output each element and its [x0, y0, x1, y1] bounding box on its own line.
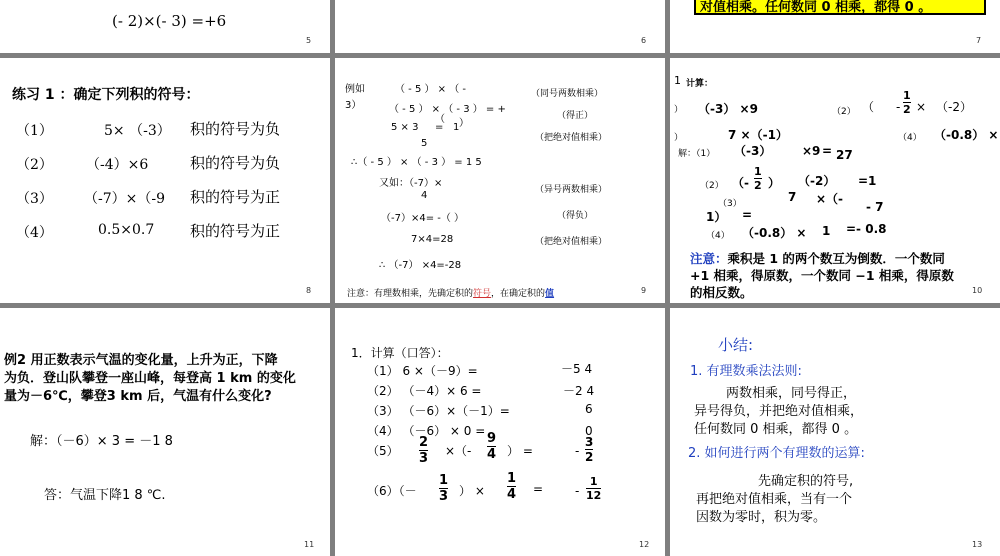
- note-line: 乘积是 1 的两个数互为倒数．一个数同: [727, 251, 945, 266]
- note-line: +1 相乘，得原数，一个数同 −1 相乘，得原数: [690, 268, 954, 283]
- fraction: [487, 432, 496, 461]
- question-index: （5）: [367, 444, 399, 458]
- summary-line: 再把绝对值相乘，当有一个: [696, 492, 853, 507]
- problem-title: 计算：: [686, 79, 714, 89]
- solution-expr: =: [742, 208, 753, 222]
- fraction: [586, 476, 601, 501]
- example-note: （把绝对值相乘）: [535, 237, 608, 247]
- solution-expr: =- 0.8: [846, 222, 887, 236]
- slide-number: 12: [639, 540, 650, 549]
- question-operator: ×（-: [445, 444, 472, 458]
- solution-expr: =1: [858, 174, 877, 188]
- summary-heading: 1. 有理数乘法法则:: [690, 364, 802, 379]
- solution-expr: 1: [822, 224, 831, 238]
- note-label: 注意：: [690, 251, 728, 266]
- denominator: 3: [439, 489, 449, 504]
- solution-index: （4）: [706, 231, 730, 241]
- solution-expr: ×（-: [816, 192, 844, 206]
- solution-index: （3）: [718, 199, 742, 209]
- summary-line: 先确定积的符号,: [758, 474, 854, 489]
- question: （1） 6 ×（－9）=: [367, 364, 478, 378]
- example-note: （同号两数相乘）: [531, 89, 604, 99]
- example-problem: [4, 352, 296, 406]
- example-note: （把绝对值相乘）: [535, 133, 608, 143]
- fraction: [754, 166, 762, 191]
- problem-index: （4）: [898, 133, 922, 143]
- example-line: 3）: [345, 100, 362, 111]
- summary-line: 任何数同 0 相乘，都得 0 。: [694, 422, 858, 437]
- question-index: （6）（－: [367, 484, 417, 498]
- example-line: ∴ （-7） ×4=-28: [379, 260, 462, 271]
- row-expression: 5× （-3）: [104, 123, 171, 139]
- note-highlight-value: 值: [545, 289, 555, 299]
- slide-number: 9: [641, 286, 647, 295]
- example-label: 例如: [345, 84, 365, 95]
- example-line: （-7）×4= -（ ）: [381, 213, 465, 224]
- example-note: （异号两数相乘）: [535, 185, 608, 195]
- numerator: 1: [439, 473, 449, 488]
- row-result: 积的符号为负: [190, 154, 281, 172]
- rule-highlight-box: [694, 0, 986, 15]
- solution-expr: =: [822, 144, 833, 158]
- slide-10: [670, 58, 1000, 303]
- slide-number: 8: [306, 286, 312, 295]
- example-line: 4: [421, 190, 428, 201]
- denominator: 12: [586, 489, 602, 502]
- problem-expr: （: [862, 100, 875, 114]
- numerator: 2: [419, 435, 429, 450]
- question: （2） （－4）× 6 =: [367, 384, 482, 398]
- denominator: 3: [419, 451, 429, 466]
- numerator: 1: [903, 89, 911, 102]
- answer-sign: -: [575, 444, 580, 458]
- numerator: 9: [487, 431, 497, 446]
- exercise-title: 练习 1 ：确定下列积的符号：: [12, 87, 200, 103]
- example-line: 5 × 3: [391, 122, 419, 133]
- denominator: 4: [487, 447, 497, 462]
- slide-12: [335, 308, 665, 556]
- summary-line: 异号得负，并把绝对值相乘，: [694, 404, 864, 419]
- solution-expr: （-: [732, 176, 749, 190]
- row-index: （1）: [16, 123, 53, 139]
- answer-sign: -: [575, 484, 580, 498]
- question-equals: ） =: [507, 444, 533, 458]
- question: （4） （－6） × 0 =: [367, 424, 486, 438]
- question-equals: =: [533, 482, 544, 496]
- problem-expr: （-0.8） ×: [934, 128, 999, 142]
- rule-text: 对值相乘。任何数同 0 相乘，都得 0 。: [700, 0, 932, 15]
- numerator: 1: [754, 165, 762, 178]
- answer: －5 4: [561, 362, 593, 376]
- problem-line: 为负．登山队攀登一座山峰，每登高 1 km 的变化: [4, 371, 296, 386]
- example-line: （ - 5 ） × （ -: [395, 84, 467, 95]
- slide-number: 5: [306, 36, 312, 45]
- row-result: 积的符号为正: [190, 222, 281, 240]
- slide-7: [670, 0, 1000, 53]
- question: （3） （－6）×（－1）=: [367, 404, 510, 418]
- example-line: 又如：（-7）×: [379, 178, 443, 189]
- numerator: 3: [585, 435, 594, 449]
- solution-expr: ）: [768, 176, 781, 190]
- summary-line: 两数相乘，同号得正，: [726, 386, 857, 401]
- numerator: 1: [507, 471, 517, 486]
- slide-6: [335, 0, 665, 53]
- row-result: 积的符号为负: [190, 120, 281, 138]
- slide-8: [0, 58, 330, 303]
- solution-expr: （-3）: [734, 144, 772, 158]
- problem-number: 1: [674, 74, 681, 87]
- formula: (- 2)×(- 3) =+6: [112, 12, 227, 30]
- solution-index: （2）: [700, 181, 724, 191]
- problem-expr: ×: [916, 100, 927, 114]
- note-text: [347, 286, 554, 299]
- problem-line: 例2 用正数表示气温的变化量，上升为正，下降: [4, 353, 278, 368]
- solution-expr: - 7: [866, 200, 884, 214]
- note-highlight-sign: 符号: [473, 289, 492, 299]
- problem-expr: （-3） ×9: [698, 102, 758, 116]
- problem-line: 量为－6℃，攀登3 km 后，气温有什么变化?: [4, 389, 272, 404]
- answer: 0: [585, 424, 593, 438]
- slide-number: 10: [972, 286, 983, 295]
- problem-expr: 7 ×（-1）: [728, 128, 788, 142]
- problem-index: ）: [674, 105, 684, 115]
- slide-number: 6: [641, 36, 647, 45]
- denominator: 2: [903, 103, 911, 116]
- row-expression: （-7）×（-9: [84, 191, 166, 207]
- row-expression: （-4）×6: [86, 157, 149, 173]
- example-line: =: [435, 122, 444, 133]
- problem-index: （2）: [832, 107, 856, 117]
- example-line: ∴（ - 5 ） × （ - 3 ） = 1 5: [351, 157, 482, 168]
- problem-expr: -: [896, 100, 901, 114]
- summary-heading: 2. 如何进行两个有理数的运算:: [688, 446, 865, 461]
- numerator: 1: [589, 475, 598, 488]
- example-line: 5: [421, 138, 428, 149]
- question-operator: ） ×: [459, 484, 485, 498]
- slide-number: 11: [304, 540, 315, 549]
- problem-index: ）: [674, 133, 684, 143]
- note-prefix: 注意：有理数相乘，先确定积的: [347, 289, 474, 299]
- example-line: 7×4=28: [411, 234, 454, 245]
- row-expression: 0.5×0.7: [98, 222, 155, 238]
- slide-11: [0, 308, 330, 556]
- solution-expr: ×9: [802, 144, 821, 158]
- answer: －2 4: [563, 384, 595, 398]
- slide-13: [670, 308, 1000, 556]
- solution-line: 解：（－6）× 3 = －1 8: [30, 434, 173, 449]
- example-note: （得负）: [557, 211, 594, 221]
- denominator: 2: [585, 450, 594, 464]
- example-line: 1: [453, 122, 460, 133]
- solution-expr: 1）: [706, 210, 727, 224]
- row-result: 积的符号为正: [190, 188, 281, 206]
- answer-line: 答：气温下降1 8 ℃.: [44, 488, 166, 503]
- slide-9: [335, 58, 665, 303]
- fraction: [507, 472, 516, 501]
- solution-expr: （-2）: [798, 174, 836, 188]
- example-line: （ - 5 ） × （ - 3 ） = +: [389, 104, 506, 115]
- summary-title: 小结:: [718, 336, 754, 354]
- example-note: （得正）: [557, 111, 594, 121]
- fraction: [903, 90, 911, 115]
- solution-expr: 7: [788, 190, 797, 204]
- solution-label: 解：（1）: [678, 149, 716, 159]
- slide-number: 13: [972, 540, 983, 549]
- row-index: （2）: [16, 157, 53, 173]
- note-block: [690, 250, 1000, 301]
- section-title: 1．计算（口答）：: [351, 346, 449, 360]
- note-line: 的相反数。: [690, 285, 753, 300]
- denominator: 2: [754, 179, 762, 192]
- denominator: 4: [507, 487, 517, 502]
- example-line: ）: [459, 118, 469, 129]
- slide-number: 7: [976, 36, 982, 45]
- solution-expr: 27: [836, 148, 853, 162]
- note-middle: ，在确定积的: [491, 289, 546, 299]
- summary-line: 因数为零时，积为零。: [696, 510, 827, 525]
- row-index: （3）: [16, 191, 53, 207]
- solution-expr: （-0.8） ×: [742, 226, 807, 240]
- fraction: [419, 436, 428, 465]
- slide-5: [0, 0, 330, 53]
- row-index: （4）: [16, 225, 53, 241]
- problem-expr: （-2）: [936, 100, 972, 114]
- fraction: [439, 474, 448, 503]
- example-line: （: [435, 114, 445, 125]
- answer: 6: [585, 402, 593, 416]
- fraction: [585, 436, 593, 463]
